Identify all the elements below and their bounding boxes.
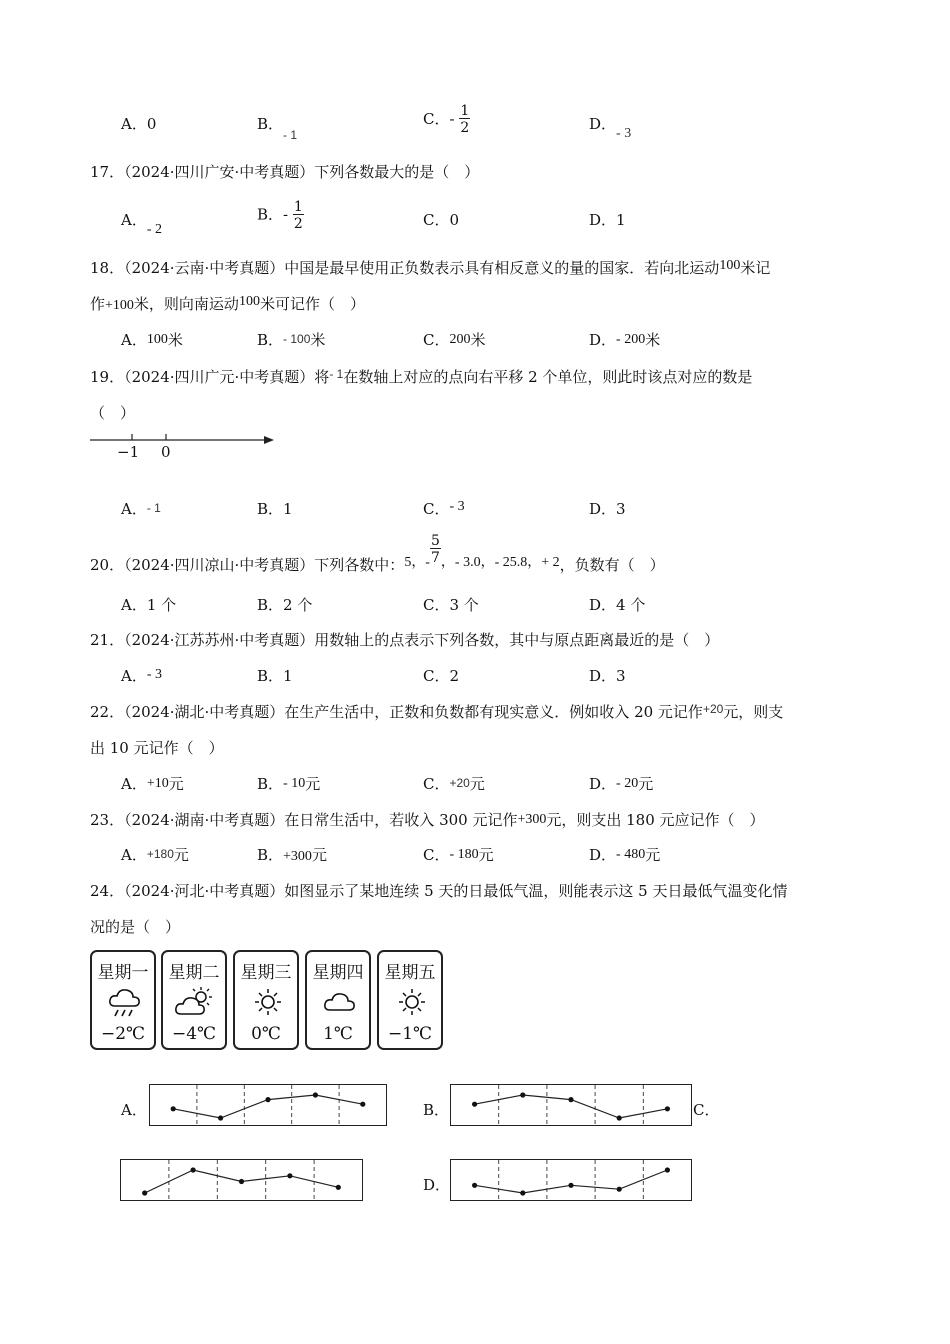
chart-series-line [475, 1170, 668, 1193]
weather-card-tuesday: 星期二 −4℃ [161, 950, 227, 1050]
q20-option-c[interactable]: C．3 个 [423, 596, 479, 614]
q19-option-c[interactable]: C．- 3 [423, 499, 465, 518]
q24-option-c-label[interactable]: C． [693, 1101, 720, 1119]
rain-cloud-icon [107, 986, 143, 1020]
q22-option-b[interactable]: B．- 10元 [257, 775, 321, 793]
q21-option-c[interactable]: C．2 [423, 667, 460, 685]
q17-stem: 17．（2024·四川广安·中考真题）下列各数最大的是（ ） [90, 163, 480, 181]
chart-frame [451, 1160, 692, 1201]
q22-stem-line1: 22．（2024·湖北·中考真题）在生产生活中，正数和负数都有现实意义．例如收入 20 元记作$^{+20}$元，则支 [90, 702, 784, 721]
q20-option-d[interactable]: D．4 个 [589, 596, 646, 614]
chart-point [665, 1167, 670, 1172]
option-c-line-chart[interactable] [120, 1159, 363, 1201]
chart-frame [451, 1085, 692, 1126]
option-d-line-chart[interactable] [450, 1159, 692, 1201]
q23-option-b[interactable]: B．+300元 [257, 846, 327, 864]
q19-stem-line2: （ ） [90, 404, 136, 422]
q20-stem: 20．（2024·四川凉山·中考真题）下列各数中：5，- $\frac{5}{7}$ ，- 3.0，- 25.8，+ 2，负数有（ ） [90, 533, 665, 574]
q23-option-d[interactable]: D．- 480元 [589, 846, 661, 864]
chart-point [239, 1179, 244, 1184]
chart-point [360, 1102, 365, 1107]
cloud-icon [322, 986, 358, 1020]
chart-point [617, 1187, 622, 1192]
q19-axis-label-zero: 0 [161, 443, 171, 461]
q17-option-b[interactable] [257, 200, 304, 231]
chart-point [313, 1092, 318, 1097]
q16-option-b-value: - 1 [283, 128, 298, 142]
q18-stem-line2: 作+100米，则向南运动100米可记作（ ） [90, 294, 365, 313]
q22-stem-line2: 出 10 元记作（ ） [90, 739, 224, 757]
q16-option-d[interactable] [589, 115, 632, 141]
q16-option-b-label: B． [257, 115, 284, 133]
q21-option-d[interactable]: D．3 [589, 667, 626, 685]
q24-option-b-label[interactable]: B． [423, 1101, 450, 1119]
q23-stem: 23．（2024·湖南·中考真题）在日常生活中，若收入 300 元记作+300元，则支出 180 元应记作（ ） [90, 811, 765, 829]
chart-point [568, 1183, 573, 1188]
q24-stem-line2: 况的是（ ） [90, 918, 181, 936]
q17-option-a[interactable] [121, 211, 163, 237]
q19-axis-label-minus-one: −1 [117, 443, 140, 461]
chart-point [218, 1115, 223, 1120]
option-b-line-chart[interactable] [450, 1084, 692, 1126]
q16-option-c-fraction: $\frac{1}{2}$ [460, 103, 470, 136]
chart-point [191, 1167, 196, 1172]
q20-option-b[interactable]: B．2 个 [257, 596, 313, 614]
q17-option-a-label: A． [121, 211, 147, 229]
chart-point [171, 1106, 176, 1111]
q17-option-b-label: B． [257, 205, 284, 224]
q24-option-a-label[interactable]: A． [121, 1101, 147, 1119]
q23-option-c[interactable]: C．- 180元 [423, 846, 494, 864]
q24-option-d-label[interactable]: D． [423, 1176, 451, 1194]
q18-option-d[interactable]: D．- 200米 [589, 331, 661, 349]
q22-option-d[interactable]: D．- 20元 [589, 775, 654, 793]
q16-option-d-value: - 3 [616, 126, 632, 141]
q17-option-b-sign: - [283, 205, 289, 224]
q16-option-c-label: C． [423, 109, 450, 128]
q19-option-a[interactable]: A．- 1 [121, 500, 161, 518]
weather-card-thursday: 星期四 1℃ [305, 950, 371, 1050]
weather-card-monday: 星期一 −2℃ [90, 950, 156, 1050]
weather-card-wednesday: 星期三 0℃ [233, 950, 299, 1050]
sun-icon [394, 986, 430, 1020]
q19-option-b[interactable]: B．1 [257, 500, 293, 518]
q19-option-d[interactable]: D．3 [589, 500, 626, 518]
sun-icon [250, 986, 286, 1020]
q17-option-c[interactable]: C．0 [423, 211, 460, 229]
q16-option-d-label: D． [589, 115, 617, 133]
q16-option-c-sign: - [449, 109, 455, 128]
q17-option-a-value: - 2 [146, 222, 163, 237]
chart-point [568, 1097, 573, 1102]
q23-option-a[interactable]: A．+180元 [121, 846, 189, 864]
option-a-line-chart[interactable] [149, 1084, 387, 1126]
sun-behind-cloud-icon [174, 986, 214, 1020]
chart-frame [150, 1085, 387, 1126]
q21-option-a[interactable]: A．- 3 [121, 667, 163, 685]
q20-option-a[interactable]: A．1 个 [121, 596, 177, 614]
q18-option-b[interactable]: B．- 100米 [257, 331, 326, 349]
q16-option-a[interactable]: A．0 [121, 115, 157, 133]
q17-option-d[interactable]: D．1 [589, 211, 626, 229]
chart-point [336, 1185, 341, 1190]
q22-option-c[interactable]: C．+20元 [423, 775, 485, 793]
chart-point [142, 1190, 147, 1195]
chart-point [472, 1102, 477, 1107]
q21-option-b[interactable]: B．1 [257, 667, 293, 685]
chart-point [520, 1092, 525, 1097]
chart-point [617, 1115, 622, 1120]
q18-option-a[interactable]: A．100米 [121, 331, 183, 349]
chart-point [265, 1097, 270, 1102]
q17-option-b-fraction: $\frac{1}{2}$ [293, 199, 303, 232]
q16-option-c[interactable] [423, 104, 470, 135]
chart-point [665, 1106, 670, 1111]
chart-point [520, 1190, 525, 1195]
chart-point [287, 1173, 292, 1178]
q22-option-a[interactable]: A．+10元 [121, 775, 184, 793]
q24-stem-line1: 24．（2024·河北·中考真题）如图显示了某地连续 5 天的日最低气温，则能表示这 5 天日最低气温变化情 [90, 882, 788, 900]
q18-option-c[interactable]: C．200米 [423, 331, 486, 349]
q18-stem-line1: 18．（2024·云南·中考真题）中国是最早使用正负数表示具有相反意义的量的国家．若向北运动100米记 [90, 258, 771, 277]
q21-stem: 21．（2024·江苏苏州·中考真题）用数轴上的点表示下列各数，其中与原点距离最近的是（ ） [90, 631, 720, 649]
q16-option-b[interactable] [257, 115, 298, 142]
q19-stem-line1: 19．（2024·四川广元·中考真题）将$^{- 1}$在数轴上对应的点向右平移 2 个单位，则此时该点对应的数是 [90, 367, 753, 386]
weather-card-friday: 星期五 −1℃ [377, 950, 443, 1050]
chart-point [472, 1183, 477, 1188]
